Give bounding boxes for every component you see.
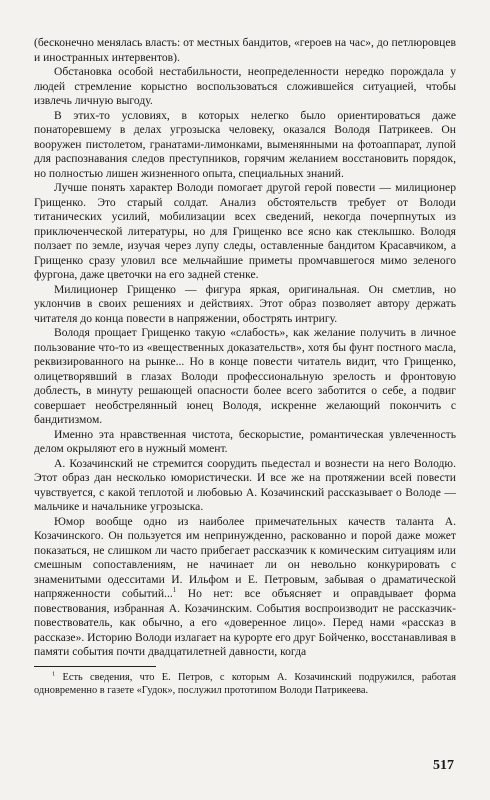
paragraph: Именно эта нравственная чистота, бескорыстие, романтическая увлеченность делом окрыляют его в нужный момент. (34, 427, 456, 455)
footnote (34, 671, 456, 697)
footnote-reference: 1 (172, 586, 177, 595)
paragraph-with-footnote-ref (34, 515, 456, 660)
paragraph: Лучше понять характер Володи помогает другой герой повести — милиционер Грищенко. Это старый солдат. Анализ обстоятельств требует от Володи титанических усилий, мобилизации всех сведений, некогда почерпнутых из приключенческой литературы, но для Грищенко все ясно как стеклышко. Володя ползает по земле, изучая через лупу следы, оставленные бандитом Красавчиком, а Грищенко сразу уловил все мельчайшие приметы промчавшегося мимо зеленого фургона, даже цветочки на его задней стенке. (34, 181, 456, 281)
footnote-text: Есть сведения, что Е. Петров, с которым А. Козачинский подружился, работая одновременно в газете «Гудок», послужил прототипом Володи Патрикеева. (34, 671, 456, 696)
body-text (34, 36, 456, 660)
footnote-marker: 1 (52, 670, 56, 678)
paragraph: А. Козачинский не стремится соорудить пьедестал и вознести на него Володю. Этот образ дан несколько юмористически. И все же на протяжении всей повести чувствуется, с какой теплотой и любовью А. Козачинский рассказывает о Володе — мальчике и начальнике угрозыска. (34, 456, 456, 513)
footnote-separator (34, 666, 156, 667)
paragraph: В этих-то условиях, в которых нелегко было ориентироваться даже понаторевшему в делах угрозыска человеку, оказался Володя Патрикеев. Он вооружен пистолетом, гранатами-лимонками, выменянными на фотоаппарат, лупой для распознавания следов преступников, горячим желанием восстановить порядок, но полностью лишен жизненного опыта, специальных знаний. (34, 108, 456, 180)
paragraph-text-after-ref: Но нет: все объясняет и оправдывает форма повествования, избранная А. Козачинским. События воспроизводит не рассказчик-повествователь, как обычно, а его «доверенное лицо». Перед нами «рассказ в рассказе». Историю Володи излагает на курорте его друг Бойченко, восстанавливая в памяти события почти двадцатилетней давности, когда (34, 587, 456, 658)
paragraph: Володя прощает Грищенко такую «слабость», как желание получить в личное пользование что-то из «вещественных доказательств», хотя бы фунт постного масла, реквизированного на рынке... Но в конце повести читатель видит, что Грищенко, олицетворявший в глазах Володи профессиональную зрелость и фронтовую доблесть, в минуту решающей опасности более всего заботится о себе, а подвиг совершает необстрелянный юнец Володя, искренне желающий покончить с бандитизмом. (34, 326, 456, 426)
page-number: 517 (433, 758, 454, 773)
paragraph: Милиционер Грищенко — фигура яркая, оригинальная. Он сметлив, но уклончив в своих решениях и действиях. Этот образ позволяет автору держать читателя до конца повести в напряжении, обострять интригу. (34, 282, 456, 325)
paragraph-text-before-ref: Юмор вообще одно из наиболее примечательных качеств таланта А. Козачинского. Он пользуется им непринужденно, раскованно и порой даже может показаться, не слишком ли часто прибегает рассказчик к комическим ситуациям или смешным сопоставлениям, не начинает ли он невольно конкурировать с знаменитыми одесситами И. Ильфом и Е. Петровым, забывая о драматической напряженности событий... (34, 514, 456, 600)
paragraph: (бесконечно менялась власть: от местных бандитов, «героев на час», до петлюровцев и иностранных интервентов). (34, 36, 456, 64)
paragraph: Обстановка особой нестабильности, неопределенности нередко порождала у людей стремление корыстно воспользоваться сложившейся ситуацией, чтобы извлечь личную выгоду. (34, 65, 456, 107)
